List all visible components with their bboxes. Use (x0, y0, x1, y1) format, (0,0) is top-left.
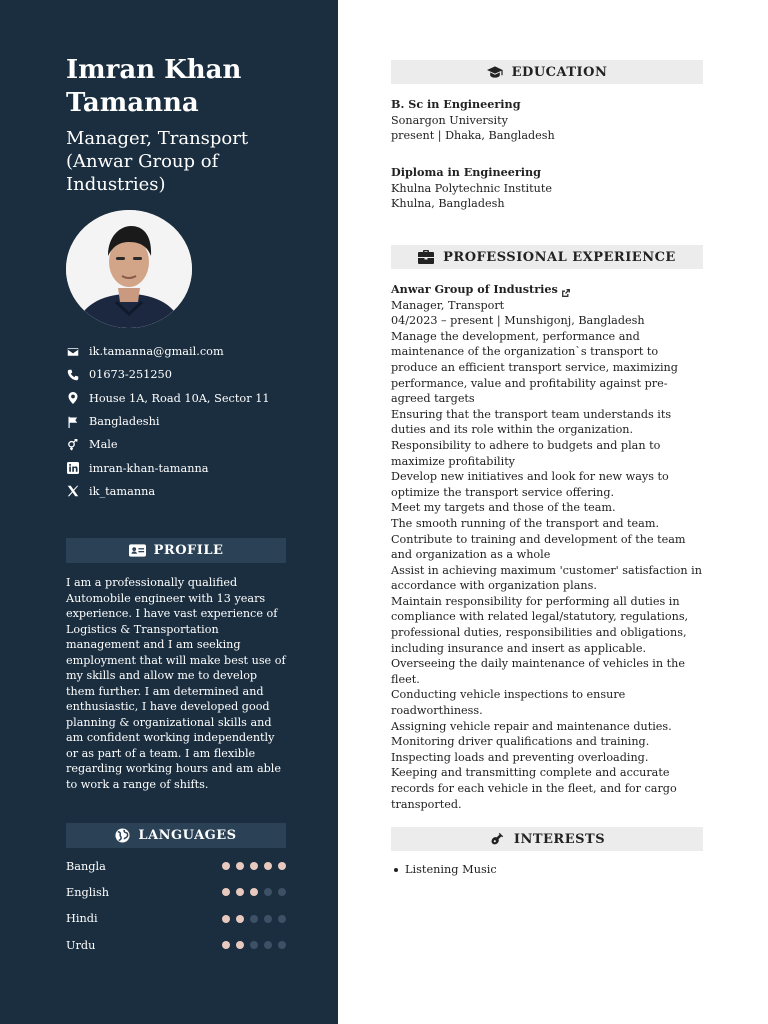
education-school: Khulna Polytechnic Institute (391, 181, 552, 195)
level-dot (264, 888, 272, 896)
briefcase-icon (418, 250, 434, 264)
contact-x-text: ik_tamanna (89, 484, 156, 498)
gender-icon (66, 438, 80, 452)
level-dot (250, 862, 258, 870)
sidebar (0, 0, 338, 1024)
experience-description: Manage the development, performance and maintenance of the organization`s transport to produce an efficient transport service, maximizing performance, value and profitability against pre-agreed targets Ensuring that the transport team understands its duties and its role within the organization. Responsibility to adhere to budgets and plan to maximize profitability Develop new initiatives and look for new ways to optimize the transport service offering. Meet my targets and those of the team. The smooth running of the transport and team. Contribute to training and development of the team and organization as a whole Assist in achieving maximum 'customer' satisfaction in accordance with organization plans. Maintain responsibility for performing all duties in compliance with related legal/statutory, regulations, professional duties, responsibilities and obligations, including insurance and insert as applicable. Overseeing the daily maintenance of vehicles in the fleet. Conducting vehicle inspections to ensure roadworthiness. Assigning vehicle repair and maintenance duties. Monitoring driver qualifications and training. Inspecting loads and preventing overloading. Keeping and transmitting complete and accurate records for each vehicle in the fleet, and for cargo transported. (391, 329, 702, 811)
contact-phone[interactable] (66, 363, 316, 386)
experience-heading-text: PROFESSIONAL EXPERIENCE (443, 249, 676, 265)
email-icon (66, 345, 80, 359)
language-level (222, 862, 286, 870)
main-content (338, 0, 768, 1024)
external-link-icon[interactable] (562, 286, 570, 294)
language-level (222, 888, 286, 896)
language-row (66, 906, 288, 932)
x-twitter-icon (66, 484, 80, 498)
language-row (66, 932, 288, 958)
contact-address-text: House 1A, Road 10A, Sector 11 (89, 391, 270, 405)
experience-heading (391, 245, 703, 269)
bullet-icon (394, 868, 398, 872)
education-heading-text: EDUCATION (511, 64, 608, 80)
education-item (391, 97, 711, 144)
education-school: Sonargon University (391, 113, 508, 127)
experience-meta: 04/2023 – present | Munshigonj, Bangladesh (391, 314, 645, 328)
interests-heading-text: INTERESTS (513, 831, 606, 847)
education-item (391, 165, 711, 212)
contact-linkedin[interactable] (66, 456, 316, 479)
language-name: Bangla (66, 859, 106, 873)
flag-icon (66, 415, 80, 429)
interests-heading (391, 827, 703, 851)
level-dot (236, 888, 244, 896)
languages-list (66, 853, 288, 958)
experience-company[interactable]: Anwar Group of Industries (391, 282, 558, 296)
level-dot (222, 915, 230, 923)
experience-title: Manager, Transport (391, 298, 505, 312)
education-degree: B. Sc in Engineering (391, 97, 521, 111)
languages-heading-text: LANGUAGES (138, 828, 237, 843)
level-dot (222, 941, 230, 949)
contact-gender-text: Male (89, 438, 118, 452)
phone-icon (66, 368, 80, 382)
language-level (222, 941, 286, 949)
level-dot (264, 862, 272, 870)
contact-linkedin-text: imran-khan-tamanna (89, 461, 209, 475)
language-row (66, 853, 288, 879)
language-level (222, 915, 286, 923)
contact-phone-text: 01673-251250 (89, 368, 172, 382)
level-dot (278, 888, 286, 896)
profile-photo (66, 210, 192, 328)
level-dot (222, 862, 230, 870)
globe-icon (115, 828, 130, 843)
languages-heading (66, 823, 286, 848)
language-name: English (66, 885, 110, 899)
profile-photo-illustration (66, 210, 192, 328)
level-dot (236, 862, 244, 870)
education-degree: Diploma in Engineering (391, 165, 541, 179)
language-name: Urdu (66, 938, 96, 952)
level-dot (278, 941, 286, 949)
level-dot (222, 888, 230, 896)
experience-item (391, 282, 707, 812)
contact-list (66, 340, 316, 503)
experience-company-row[interactable] (391, 282, 707, 298)
contact-nationality (66, 410, 316, 433)
graduation-cap-icon (487, 65, 503, 79)
person-name: Imran Khan Tamanna (66, 55, 242, 118)
linkedin-icon (66, 461, 80, 475)
location-icon (66, 391, 80, 405)
contact-nationality-text: Bangladeshi (89, 415, 160, 429)
id-card-icon (129, 544, 146, 557)
contact-x[interactable] (66, 480, 316, 503)
profile-heading (66, 538, 286, 563)
guitar-icon (489, 832, 505, 846)
level-dot (278, 862, 286, 870)
level-dot (250, 941, 258, 949)
level-dot (264, 941, 272, 949)
profile-heading-text: PROFILE (153, 543, 224, 558)
contact-gender (66, 433, 316, 456)
language-name: Hindi (66, 912, 98, 926)
contact-email-text: ik.tamanna@gmail.com (89, 345, 224, 359)
education-meta: present | Dhaka, Bangladesh (391, 129, 555, 143)
contact-address (66, 387, 316, 410)
level-dot (236, 941, 244, 949)
level-dot (278, 915, 286, 923)
profile-summary: I am a professionally qualified Automobile engineer with 13 years experience. I have vast experience of Logistics & Transportation management and I am seeking employment that will make best use of my skills and allow me to develop them further. I am determined and enthusiastic, I have developed good planning & organizational skills and am confident working independently or as part of a team. I am flexible regarding working hours and am able to work a range of shifts. (66, 576, 286, 791)
interest-item (391, 863, 497, 876)
contact-email[interactable] (66, 340, 316, 363)
level-dot (250, 888, 258, 896)
level-dot (250, 915, 258, 923)
language-row (66, 879, 288, 905)
level-dot (264, 915, 272, 923)
person-role: Manager, Transport (Anwar Group of Industries) (66, 128, 249, 195)
education-heading (391, 60, 703, 84)
education-meta: Khulna, Bangladesh (391, 197, 505, 211)
level-dot (236, 915, 244, 923)
interest-label: Listening Music (405, 863, 497, 876)
